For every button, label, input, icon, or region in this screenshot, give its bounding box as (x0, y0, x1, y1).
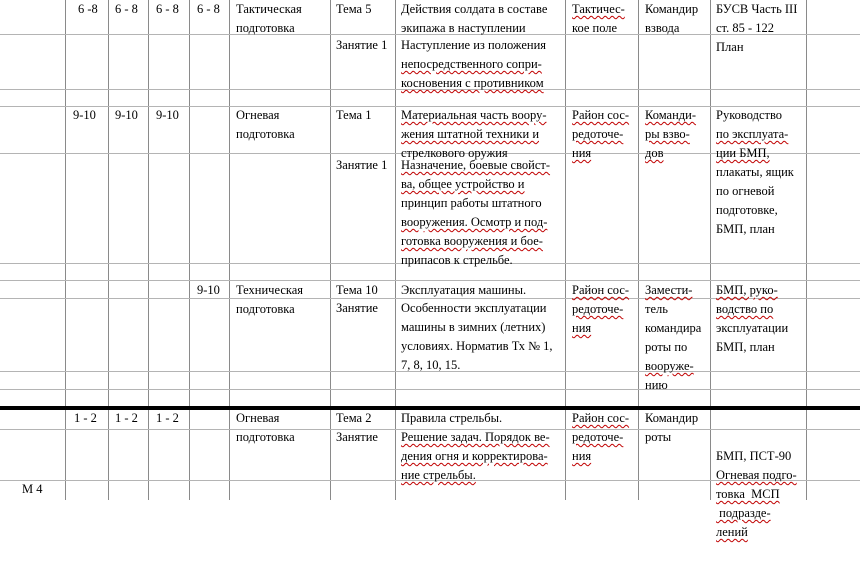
hours-cell: 1 - 2 (74, 411, 97, 425)
subject-cell: Тактическая подготовка (236, 2, 302, 35)
column-divider (565, 0, 566, 500)
lesson-label: Занятие 1 (336, 38, 388, 52)
topic-content: Эксплуатация машины. (401, 283, 527, 297)
row-divider (0, 389, 860, 390)
hours-cell: 9-10 (156, 108, 179, 122)
topic-label: Тема 2 (336, 411, 372, 425)
place-cell: Район сос- редоточе- ния (572, 108, 630, 160)
hours-cell: 9-10 (73, 108, 96, 122)
leader-cell: Командир роты (645, 411, 699, 444)
topic-content: Правила стрельбы. (401, 411, 503, 425)
column-divider (330, 0, 331, 500)
topic-content: Действия солдата в составе экипажа в наступлении (401, 2, 548, 35)
column-divider (148, 0, 149, 500)
place-cell: Район сос- редоточе- ния (572, 283, 630, 335)
hours-cell: 6 -8 (78, 2, 98, 16)
column-divider (638, 0, 639, 500)
topic-content: Материальная часть воору- жения штатной техники и стрелкового оружия (401, 108, 547, 160)
manual-cell: БМП, руко- водство по эксплуатации БМП, план (716, 283, 789, 354)
manual-cell: БУСВ Часть III ст. 85 - 122 План (716, 2, 798, 54)
hours-cell: 6 - 8 (115, 2, 138, 16)
place-cell: Район сос- редоточе- ния (572, 411, 630, 463)
column-divider (108, 0, 109, 500)
footer-label: М 4 (22, 482, 43, 496)
leader-cell: Замести- тель командира роты по вооруже- нию (645, 283, 702, 392)
hours-cell: 1 - 2 (115, 411, 138, 425)
topic-label: Тема 10 (336, 283, 378, 297)
hours-cell: 1 - 2 (156, 411, 179, 425)
column-divider (806, 0, 807, 500)
lesson-content: Решение задач. Порядок ве- дения огня и корректирова- ние стрельбы. (401, 430, 550, 482)
hours-cell: 9-10 (115, 108, 138, 122)
lesson-content: Назначение, боевые свойст- ва, общее устройство и принцип работы штатного вооружения. Осмотр и под- готовка вооружения и бое- припасов к стрельбе. (401, 158, 551, 267)
column-divider (65, 0, 66, 500)
column-divider (189, 0, 190, 500)
lesson-content: Наступление из положения непосредственного сопри- косновения с противником (401, 38, 547, 90)
leader-cell: Командир взвода (645, 2, 699, 35)
topic-label: Тема 1 (336, 108, 372, 122)
lesson-label: Занятие (336, 430, 378, 444)
subject-cell: Огневая подготовка (236, 108, 295, 141)
leader-cell: Команди- ры взво- дов (645, 108, 697, 160)
subject-cell: Техническая подготовка (236, 283, 304, 316)
hours-cell: 6 - 8 (197, 2, 220, 16)
place-cell: Тактичес- кое поле (572, 2, 625, 35)
subject-cell: Огневая подготовка (236, 411, 295, 444)
lesson-label: Занятие 1 (336, 158, 388, 172)
lesson-content: Особенности эксплуатации машины в зимних (летних) условиях. Норматив Тх № 1, 7, 8, 10, 15. (401, 301, 553, 372)
lesson-label: Занятие (336, 301, 378, 315)
column-divider (395, 0, 396, 500)
topic-label: Тема 5 (336, 2, 372, 16)
manual-cell: БМП, ПСТ-90 Огневая подго- товка МСП подразде- лений (716, 449, 797, 539)
column-divider (710, 0, 711, 500)
hours-cell: 9-10 (197, 283, 220, 297)
manual-cell: Руководство по эксплуата- ции БМП, плакаты, ящик по огневой подготовке, БМП, план (716, 108, 794, 236)
column-divider (229, 0, 230, 500)
hours-cell: 6 - 8 (156, 2, 179, 16)
